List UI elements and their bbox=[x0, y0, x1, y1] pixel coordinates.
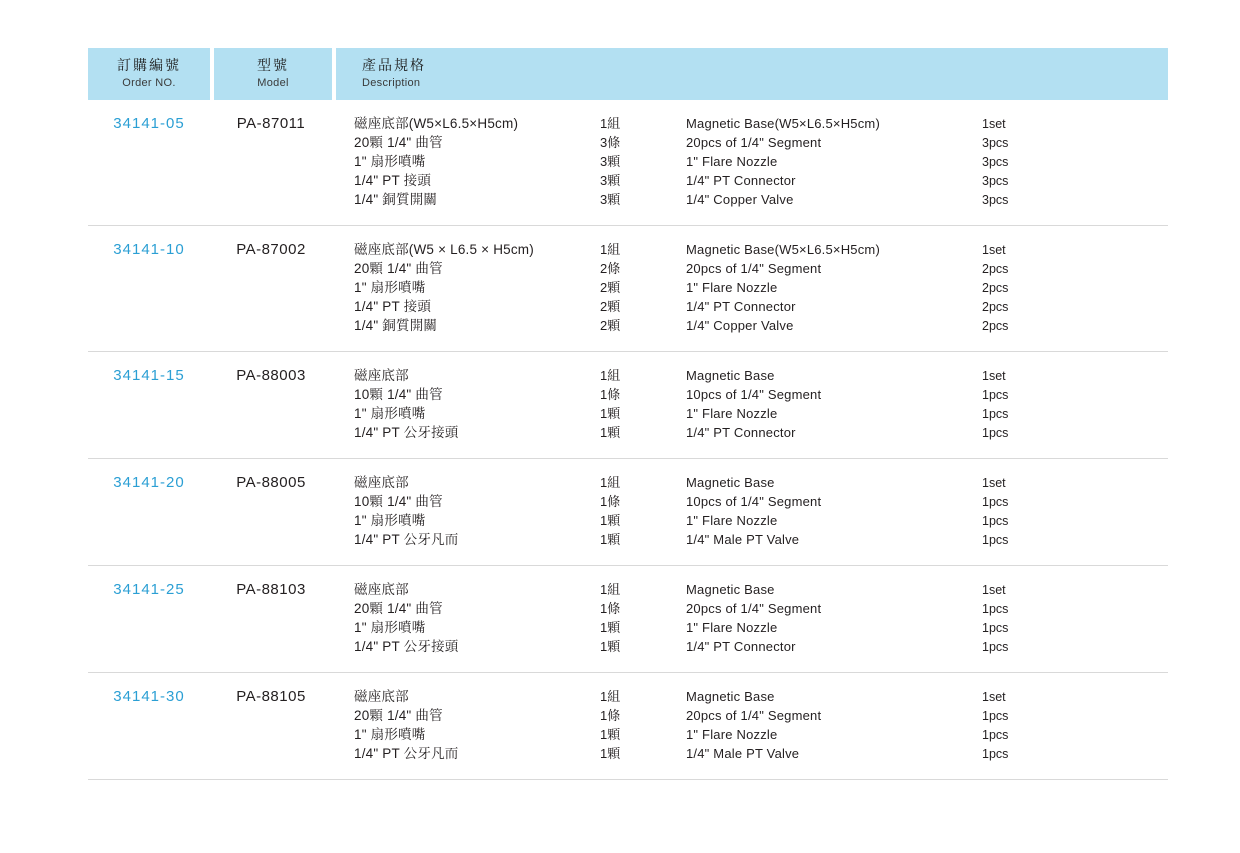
spec-qty-en: 1pcs bbox=[982, 709, 1009, 723]
cell-model: PA-88003 bbox=[236, 367, 306, 384]
spec-qty-cn: 2顆 bbox=[600, 318, 621, 333]
column-header-description-cn: 產品規格 bbox=[362, 56, 426, 73]
spec-line bbox=[354, 530, 1168, 549]
spec-qty-en: 1pcs bbox=[982, 495, 1009, 509]
spec-name-en: 10pcs of 1/4" Segment bbox=[686, 387, 822, 402]
spec-name-cn: 磁座底部 bbox=[354, 689, 409, 704]
spec-line bbox=[354, 687, 1168, 706]
spec-qty-cn: 1條 bbox=[600, 387, 621, 402]
spec-qty-cn: 1條 bbox=[600, 494, 621, 509]
cell-model: PA-88103 bbox=[236, 581, 306, 598]
cell-description bbox=[332, 366, 1168, 442]
spec-name-en: Magnetic Base bbox=[686, 368, 775, 383]
spec-qty-cn: 3條 bbox=[600, 135, 621, 150]
table-header-row bbox=[88, 48, 1168, 100]
spec-line bbox=[354, 637, 1168, 656]
spec-qty-cn: 1組 bbox=[600, 475, 621, 490]
spec-line bbox=[354, 599, 1168, 618]
spec-name-en: 1/4" Male PT Valve bbox=[686, 532, 800, 547]
spec-qty-en: 3pcs bbox=[982, 136, 1009, 150]
spec-name-cn: 磁座底部(W5 × L6.5 × H5cm) bbox=[354, 242, 534, 257]
spec-name-cn: 1/4" PT 公牙凡而 bbox=[354, 746, 459, 761]
table-row bbox=[88, 226, 1168, 352]
spec-name-en: Magnetic Base bbox=[686, 475, 775, 490]
spec-qty-cn: 1顆 bbox=[600, 746, 621, 761]
spec-name-en: 1/4" Male PT Valve bbox=[686, 746, 800, 761]
cell-model: PA-88005 bbox=[236, 474, 306, 491]
spec-qty-cn: 1組 bbox=[600, 368, 621, 383]
table-row bbox=[88, 100, 1168, 226]
spec-name-en: Magnetic Base(W5×L6.5×H5cm) bbox=[686, 242, 880, 257]
spec-line bbox=[354, 297, 1168, 316]
spec-qty-en: 1set bbox=[982, 243, 1006, 257]
table-row bbox=[88, 352, 1168, 459]
spec-name-en: 1" Flare Nozzle bbox=[686, 620, 778, 635]
spec-qty-cn: 3顆 bbox=[600, 154, 621, 169]
cell-model: PA-87002 bbox=[236, 241, 306, 258]
spec-name-cn: 1" 扇形噴嘴 bbox=[354, 280, 426, 295]
cell-description bbox=[332, 114, 1168, 209]
spec-qty-cn: 1顆 bbox=[600, 620, 621, 635]
spec-qty-en: 1set bbox=[982, 369, 1006, 383]
spec-name-en: 10pcs of 1/4" Segment bbox=[686, 494, 822, 509]
spec-line bbox=[354, 259, 1168, 278]
spec-name-en: 20pcs of 1/4" Segment bbox=[686, 261, 822, 276]
spec-name-en: 1" Flare Nozzle bbox=[686, 727, 778, 742]
table-row bbox=[88, 673, 1168, 780]
spec-line bbox=[354, 618, 1168, 637]
column-header-order-no-en: Order NO. bbox=[122, 77, 176, 90]
spec-qty-en: 2pcs bbox=[982, 262, 1009, 276]
spec-name-cn: 20顆 1/4" 曲管 bbox=[354, 261, 443, 276]
cell-order-no: 34141-20 bbox=[113, 474, 185, 491]
spec-name-cn: 20顆 1/4" 曲管 bbox=[354, 601, 443, 616]
spec-name-cn: 1" 扇形噴嘴 bbox=[354, 727, 426, 742]
column-header-order-no-cn: 訂購編號 bbox=[117, 56, 181, 73]
spec-line bbox=[354, 511, 1168, 530]
spec-qty-en: 1pcs bbox=[982, 728, 1009, 742]
spec-name-en: 1/4" Copper Valve bbox=[686, 192, 794, 207]
spec-name-en: 1/4" PT Connector bbox=[686, 425, 796, 440]
cell-order-no: 34141-15 bbox=[113, 367, 185, 384]
spec-qty-cn: 1顆 bbox=[600, 532, 621, 547]
spec-qty-cn: 2顆 bbox=[600, 299, 621, 314]
spec-qty-cn: 1顆 bbox=[600, 727, 621, 742]
spec-line bbox=[354, 423, 1168, 442]
spec-name-en: Magnetic Base bbox=[686, 582, 775, 597]
column-header-model-cn: 型號 bbox=[257, 56, 289, 73]
spec-name-cn: 1" 扇形噴嘴 bbox=[354, 406, 426, 421]
spec-qty-en: 1pcs bbox=[982, 426, 1009, 440]
spec-name-en: 20pcs of 1/4" Segment bbox=[686, 135, 822, 150]
spec-qty-cn: 1組 bbox=[600, 689, 621, 704]
spec-qty-en: 1pcs bbox=[982, 533, 1009, 547]
spec-qty-cn: 1顆 bbox=[600, 406, 621, 421]
spec-name-en: 1/4" PT Connector bbox=[686, 173, 796, 188]
spec-name-cn: 1/4" PT 公牙接頭 bbox=[354, 639, 459, 654]
spec-line bbox=[354, 404, 1168, 423]
cell-order-no: 34141-10 bbox=[113, 241, 185, 258]
column-header-order-no bbox=[88, 48, 210, 100]
cell-description bbox=[332, 473, 1168, 549]
spec-name-cn: 1" 扇形噴嘴 bbox=[354, 154, 426, 169]
spec-qty-en: 2pcs bbox=[982, 281, 1009, 295]
spec-qty-cn: 1組 bbox=[600, 582, 621, 597]
spec-qty-cn: 1條 bbox=[600, 601, 621, 616]
spec-name-cn: 1" 扇形噴嘴 bbox=[354, 620, 426, 635]
spec-name-cn: 1/4" PT 公牙接頭 bbox=[354, 425, 459, 440]
spec-line bbox=[354, 152, 1168, 171]
cell-model: PA-87011 bbox=[236, 115, 306, 132]
spec-name-cn: 10顆 1/4" 曲管 bbox=[354, 387, 443, 402]
spec-qty-en: 1set bbox=[982, 583, 1006, 597]
spec-qty-en: 3pcs bbox=[982, 193, 1009, 207]
spec-qty-cn: 2條 bbox=[600, 261, 621, 276]
spec-name-cn: 磁座底部(W5×L6.5×H5cm) bbox=[354, 116, 519, 131]
cell-order-no: 34141-05 bbox=[113, 115, 185, 132]
column-header-description bbox=[336, 48, 1168, 100]
spec-name-cn: 1" 扇形噴嘴 bbox=[354, 513, 426, 528]
spec-qty-cn: 3顆 bbox=[600, 173, 621, 188]
spec-name-en: 20pcs of 1/4" Segment bbox=[686, 601, 822, 616]
spec-qty-cn: 1組 bbox=[600, 116, 621, 131]
table-row bbox=[88, 459, 1168, 566]
spec-name-en: 1" Flare Nozzle bbox=[686, 513, 778, 528]
spec-qty-cn: 1顆 bbox=[600, 513, 621, 528]
spec-name-en: 1" Flare Nozzle bbox=[686, 406, 778, 421]
spec-name-cn: 磁座底部 bbox=[354, 368, 409, 383]
column-header-description-en: Description bbox=[362, 77, 421, 90]
spec-name-en: 1/4" Copper Valve bbox=[686, 318, 794, 333]
cell-model: PA-88105 bbox=[236, 688, 306, 705]
spec-name-en: Magnetic Base(W5×L6.5×H5cm) bbox=[686, 116, 880, 131]
spec-qty-en: 3pcs bbox=[982, 174, 1009, 188]
spec-qty-en: 2pcs bbox=[982, 319, 1009, 333]
cell-order-no: 34141-25 bbox=[113, 581, 185, 598]
spec-qty-en: 3pcs bbox=[982, 155, 1009, 169]
spec-qty-en: 1pcs bbox=[982, 640, 1009, 654]
spec-line bbox=[354, 492, 1168, 511]
spec-line bbox=[354, 385, 1168, 404]
spec-qty-cn: 1顆 bbox=[600, 425, 621, 440]
spec-line bbox=[354, 171, 1168, 190]
spec-line bbox=[354, 725, 1168, 744]
spec-name-cn: 1/4" 銅質開關 bbox=[354, 192, 438, 207]
spec-line bbox=[354, 190, 1168, 209]
spec-name-cn: 磁座底部 bbox=[354, 582, 409, 597]
cell-description bbox=[332, 240, 1168, 335]
column-header-model-en: Model bbox=[257, 77, 289, 90]
spec-qty-en: 1pcs bbox=[982, 747, 1009, 761]
spec-name-cn: 1/4" PT 接頭 bbox=[354, 299, 432, 314]
spec-qty-en: 1set bbox=[982, 476, 1006, 490]
spec-line bbox=[354, 278, 1168, 297]
spec-name-cn: 20顆 1/4" 曲管 bbox=[354, 135, 443, 150]
spec-line bbox=[354, 114, 1168, 133]
spec-qty-cn: 2顆 bbox=[600, 280, 621, 295]
spec-qty-cn: 1條 bbox=[600, 708, 621, 723]
cell-description bbox=[332, 687, 1168, 763]
spec-line bbox=[354, 473, 1168, 492]
spec-name-en: Magnetic Base bbox=[686, 689, 775, 704]
product-spec-table bbox=[88, 48, 1168, 780]
spec-qty-cn: 1組 bbox=[600, 242, 621, 257]
spec-name-cn: 10顆 1/4" 曲管 bbox=[354, 494, 443, 509]
spec-line bbox=[354, 744, 1168, 763]
spec-qty-en: 1pcs bbox=[982, 602, 1009, 616]
spec-line bbox=[354, 580, 1168, 599]
cell-description bbox=[332, 580, 1168, 656]
spec-qty-en: 2pcs bbox=[982, 300, 1009, 314]
spec-name-en: 1/4" PT Connector bbox=[686, 639, 796, 654]
spec-name-cn: 1/4" 銅質開關 bbox=[354, 318, 438, 333]
spec-name-cn: 20顆 1/4" 曲管 bbox=[354, 708, 443, 723]
spec-name-cn: 1/4" PT 接頭 bbox=[354, 173, 432, 188]
spec-name-en: 1" Flare Nozzle bbox=[686, 154, 778, 169]
spec-qty-cn: 3顆 bbox=[600, 192, 621, 207]
cell-order-no: 34141-30 bbox=[113, 688, 185, 705]
spec-line bbox=[354, 706, 1168, 725]
spec-name-cn: 1/4" PT 公牙凡而 bbox=[354, 532, 459, 547]
spec-qty-en: 1set bbox=[982, 117, 1006, 131]
spec-line bbox=[354, 366, 1168, 385]
spec-qty-en: 1pcs bbox=[982, 388, 1009, 402]
column-header-model bbox=[214, 48, 332, 100]
spec-line bbox=[354, 316, 1168, 335]
spec-name-en: 1" Flare Nozzle bbox=[686, 280, 778, 295]
spec-line bbox=[354, 133, 1168, 152]
spec-qty-cn: 1顆 bbox=[600, 639, 621, 654]
spec-qty-en: 1pcs bbox=[982, 514, 1009, 528]
spec-qty-en: 1pcs bbox=[982, 621, 1009, 635]
spec-name-en: 20pcs of 1/4" Segment bbox=[686, 708, 822, 723]
spec-name-cn: 磁座底部 bbox=[354, 475, 409, 490]
table-row bbox=[88, 566, 1168, 673]
spec-qty-en: 1set bbox=[982, 690, 1006, 704]
table-body bbox=[88, 100, 1168, 780]
spec-line bbox=[354, 240, 1168, 259]
spec-name-en: 1/4" PT Connector bbox=[686, 299, 796, 314]
spec-qty-en: 1pcs bbox=[982, 407, 1009, 421]
